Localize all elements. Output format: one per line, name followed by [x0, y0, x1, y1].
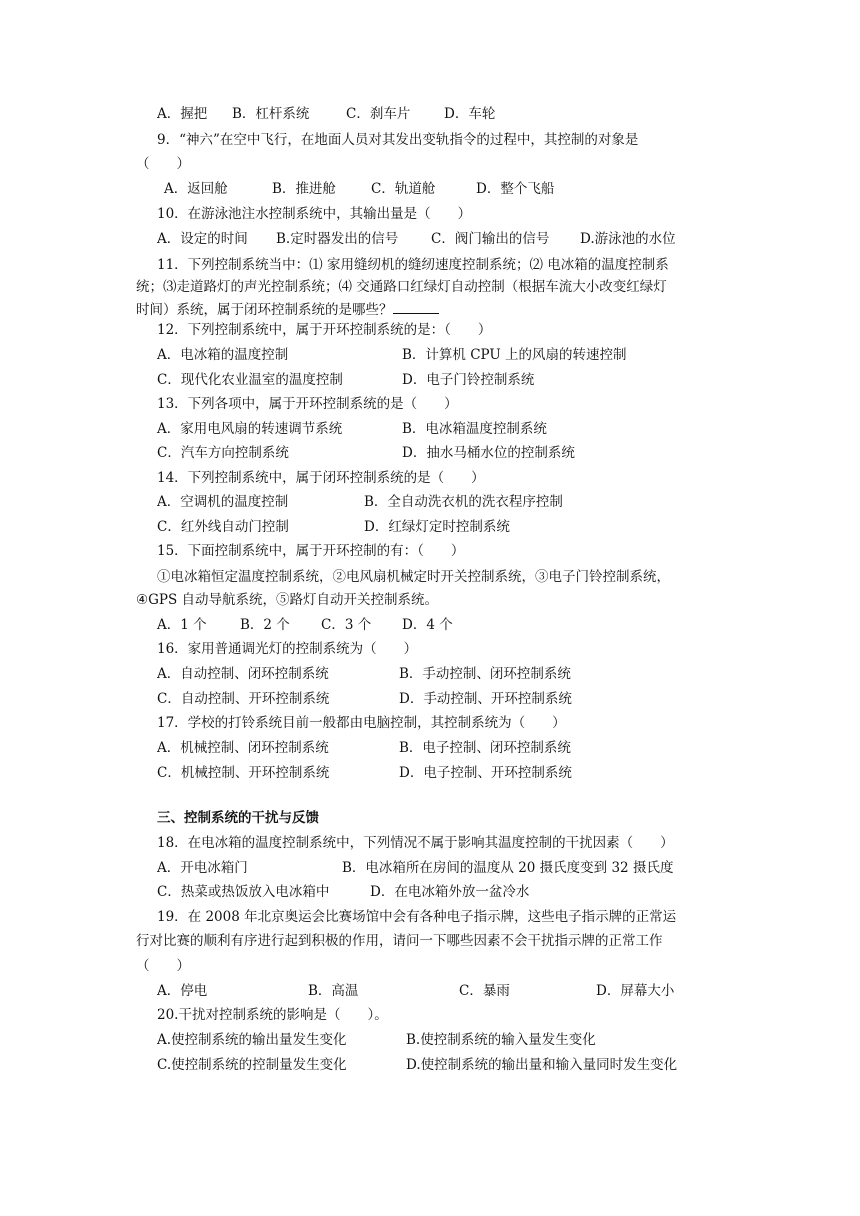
q9-option-b: B．推进舱 [272, 181, 336, 197]
q15-line-1: ①电冰箱恒定温度控制系统，②电风扇机械定时开关控制系统，③电子门铃控制系统， [157, 569, 670, 585]
q9-stem-paren: （ ） [136, 156, 190, 172]
q20-stem: 20.干扰对控制系统的影响是（ ）。 [157, 1007, 388, 1023]
q16-option-d: D．手动控制、开环控制系统 [399, 691, 572, 707]
q13-option-c: C．汽车方向控制系统 [157, 445, 289, 461]
q11-line-3 [136, 299, 439, 319]
q8-option-c: C．刹车片 [346, 106, 411, 122]
q14-option-c: C．红外线自动门控制 [157, 519, 289, 535]
q20-option-c: C.使控制系统的控制量发生变化 [157, 1057, 347, 1073]
q15-option-c: C．3 个 [321, 617, 372, 633]
q16-option-a: A．自动控制、闭环控制系统 [157, 666, 329, 682]
q19-option-d: D．屏幕大小 [596, 983, 675, 999]
q12-option-d: D．电子门铃控制系统 [402, 372, 535, 388]
q19-option-b: B．高温 [308, 983, 359, 999]
q10-stem: 10．在游泳池注水控制系统中，其输出量是（ ） [157, 206, 472, 222]
q17-option-a: A．机械控制、闭环控制系统 [157, 740, 329, 756]
q15-option-a: A．1 个 [157, 617, 207, 633]
q19-option-c: C．暴雨 [459, 983, 510, 999]
q20-option-d: D.使控制系统的输出量和输入量同时发生变化 [406, 1057, 678, 1073]
q13-option-d: D．抽水马桶水位的控制系统 [402, 445, 575, 461]
q15-stem: 15．下面控制系统中，属于开环控制的有：（ ） [157, 543, 465, 559]
q9-option-c: C．轨道舱 [371, 181, 436, 197]
q18-option-b: B．电冰箱所在房间的温度从 20 摄氏度变到 32 摄氏度 [342, 860, 674, 876]
q14-option-a: A．空调机的温度控制 [157, 494, 289, 510]
q8-option-d: D．车轮 [444, 106, 496, 122]
q11-line-2: 统；⑶走道路灯的声光控制系统；⑷ 交通路口红绿灯自动控制（根据车流大小改变红绿灯 [136, 279, 667, 295]
q11-answer-blank [393, 299, 439, 314]
q13-option-b: B．电冰箱温度控制系统 [402, 421, 547, 437]
q18-option-c: C．热菜或热饭放入电冰箱中 [157, 884, 330, 900]
q15-line-2: ④GPS 自动导航系统，⑤路灯自动开关控制系统。 [136, 592, 439, 608]
q16-option-b: B．手动控制、闭环控制系统 [399, 666, 571, 682]
q12-option-a: A．电冰箱的温度控制 [157, 347, 289, 363]
q10-option-a: A．设定的时间 [157, 231, 248, 247]
q20-option-a: A.使控制系统的输出量发生变化 [157, 1032, 347, 1048]
q19-line-1: 19．在 2008 年北京奥运会比赛场馆中会有各种电子指示牌，这些电子指示牌的正常运 [157, 909, 677, 925]
q20-option-b: B.使控制系统的输入量发生变化 [406, 1032, 596, 1048]
q14-option-d: D．红绿灯定时控制系统 [364, 519, 510, 535]
q8-option-a: A．握把 [157, 106, 208, 122]
q10-option-c: C．阀门输出的信号 [431, 231, 550, 247]
q8-options [157, 104, 207, 124]
q17-option-c: C．机械控制、开环控制系统 [157, 765, 330, 781]
q15-option-d: D．4 个 [402, 617, 453, 633]
q19-option-a: A．停电 [157, 983, 208, 999]
q17-stem: 17．学校的打铃系统目前一般都由电脑控制，其控制系统为（ ） [157, 715, 566, 731]
q9-option-d: D．整个飞船 [476, 181, 555, 197]
section-3-heading: 三、控制系统的干扰与反馈 [157, 810, 319, 826]
q12-stem: 12．下列控制系统中，属于开环控制系统的是：（ ） [157, 322, 492, 338]
q8-option-b: B．杠杆系统 [232, 106, 310, 122]
q18-option-a: A．开电冰箱门 [157, 860, 248, 876]
q17-option-d: D．电子控制、开环控制系统 [399, 765, 572, 781]
q14-stem: 14．下列控制系统中，属于闭环控制系统的是（ ） [157, 470, 485, 486]
q12-option-b: B．计算机 CPU 上的风扇的转速控制 [402, 347, 627, 363]
q12-option-c: C．现代化农业温室的温度控制 [157, 372, 343, 388]
q11-line-1: 11．下列控制系统当中：⑴ 家用缝纫机的缝纫速度控制系统；⑵ 电冰箱的温度控制系 [157, 257, 669, 273]
q14-option-b: B．全自动洗衣机的洗衣程序控制 [364, 494, 563, 510]
q18-stem: 18．在电冰箱的温度控制系统中，下列情况不属于影响其温度控制的干扰因素（ ） [157, 835, 674, 851]
q10-option-d: D.游泳池的水位 [580, 231, 676, 247]
q10-option-b: B.定时器发出的信号 [276, 231, 399, 247]
q19-line-3: （ ） [136, 958, 190, 974]
q9-option-a: A．返回舱 [164, 181, 228, 197]
q13-stem: 13．下列各项中，属于开环控制系统的是（ ） [157, 396, 458, 412]
q18-option-d: D．在电冰箱外放一盆冷水 [370, 884, 530, 900]
q13-option-a: A．家用电风扇的转速调节系统 [157, 421, 343, 437]
q17-option-b: B．电子控制、闭环控制系统 [399, 740, 571, 756]
q9-stem: 9．“神六”在空中飞行，在地面人员对其发出变轨指令的过程中，其控制的对象是 [157, 132, 639, 148]
q16-stem: 16．家用普通调光灯的控制系统为（ ） [157, 641, 418, 657]
q16-option-c: C．自动控制、开环控制系统 [157, 691, 330, 707]
q19-line-2: 行对比赛的顺利有序进行起到积极的作用，请问一下哪些因素不会干扰指示牌的正常工作 [136, 933, 663, 949]
q11-line-3-text: 时间）系统，属于闭环控制系统的是哪些？ [136, 302, 393, 318]
q15-option-b: B．2 个 [240, 617, 290, 633]
